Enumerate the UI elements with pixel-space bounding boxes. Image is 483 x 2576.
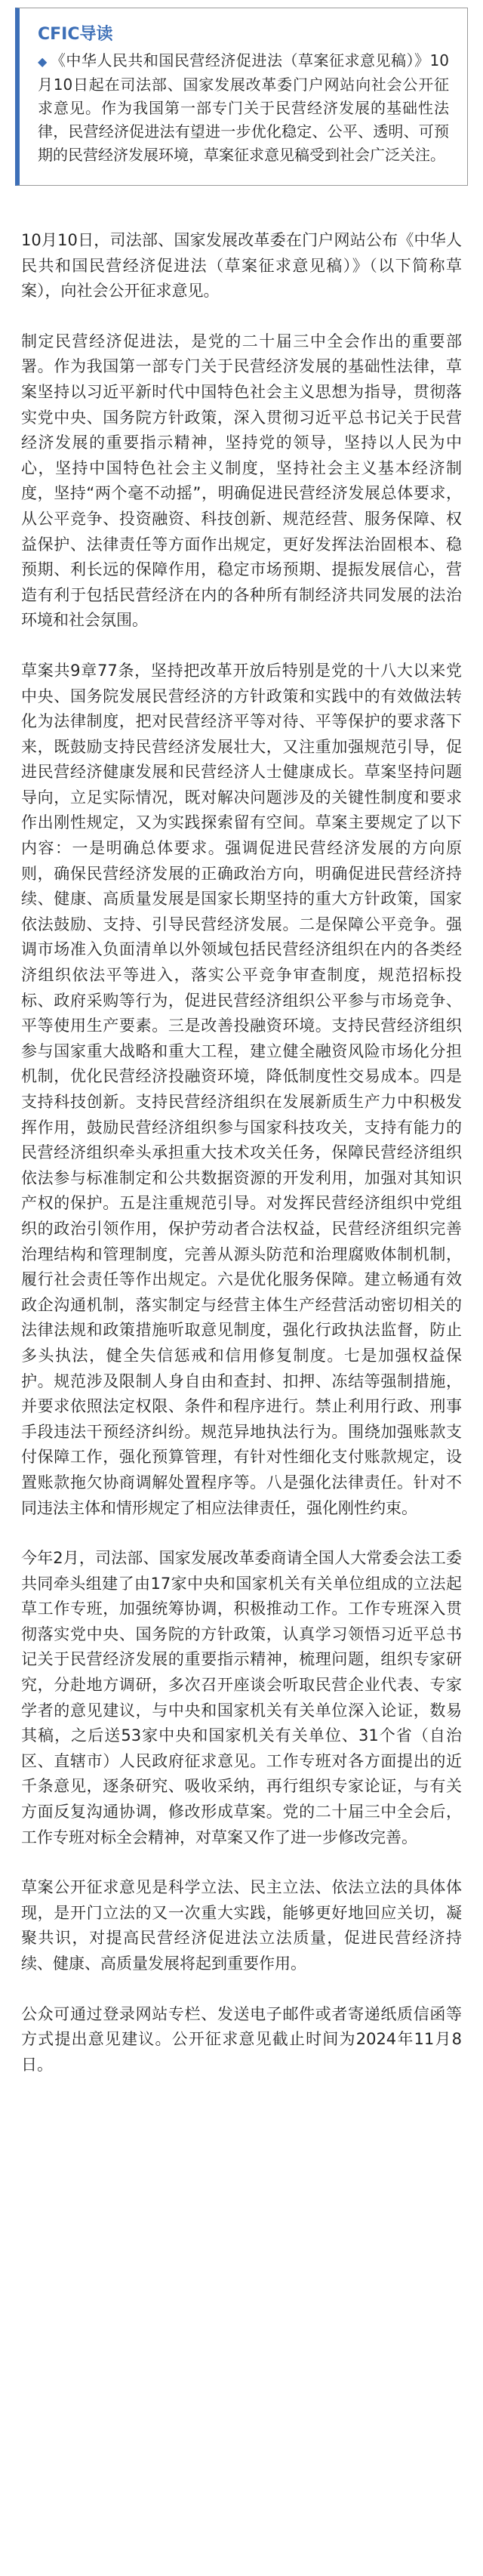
paragraph: 10月10日，司法部、国家发展改革委在门户网站公布《中华人民共和国民营经济促进法（草案征求意见稿）》（以下简称草案），向社会公开征求意见。: [21, 231, 462, 301]
paragraph: 草案共9章77条，坚持把改革开放后特别是党的十八大以来党中央、国务院发展民营经济的方针政策和实践中的有效做法转化为法律制度，把对民营经济平等对待、平等保护的要求落下来，既鼓励支持民营经济发展壮大，又注重加强规范引导，促进民营经济健康发展和民营经济人士健康成长。草案坚持问题导向，立足实际情况，既对解决问题涉及的关键性制度和要求作出刚性规定，又为实践探索留有空间。草案主要规定了以下内容：一是明确总体要求。强调促进民营经济发展的方向原则，确保民营经济发展的正确政治方向，明确促进民营经济持续、健康、高质量发展是国家长期坚持的重大方针政策，国家依法鼓励、支持、引导民营经济发展。二是保障公平竞争。强调市场准入负面清单以外领域包括民营经济组织在内的各类经济组织依法平等进入，落实公平竞争审查制度，规范招标投标、政府采购等行为，促进民营经济组织公平参与市场竞争、平等使用生产要素。三是改善投融资环境。支持民营经济组织参与国家重大战略和重大工程，建立健全融资风险市场化分担机制，优化民营经济投融资环境，降低制度性交易成本。四是支持科技创新。支持民营经济组织在发展新质生产力中积极发挥作用，鼓励民营经济组织参与国家科技攻关，支持有能力的民营经济组织牵头承担重大技术攻关任务，保障民营经济组织依法参与标准制定和公共数据资源的开发利用，加强对其知识产权的保护。五是注重规范引导。对发挥民营经济组织中党组织的政治引领作用，保护劳动者合法权益，民营经济组织完善治理结构和管理制度，完善从源头防范和治理腐败体制机制，履行社会责任等作出规定。六是优化服务保障。建立畅通有效政企沟通机制，落实制定与经营主体生产经营活动密切相关的法律法规和政策措施听取意见制度，强化行政执法监督，防止多头执法，健全失信惩戒和信用修复制度。七是加强权益保护。规范涉及限制人身自由和查封、扣押、冻结等强制措施，并要求依照法定权限、条件和程序进行。禁止利用行政、刑事手段违法干预经济纠纷。规范异地执法行为。围绕加强账款支付保障工作，强化预算管理，有针对性细化支付账款规定，设置账款拖欠协商调解处置程序等。八是强化法律责任。针对不同违法主体和情形规定了相应法律责任，强化刚性约束。: [21, 661, 462, 1517]
guide-text: [38, 49, 449, 167]
paragraph: 草案公开征求意见是科学立法、民主立法、依法立法的具体体现，是开门立法的又一次重大实践，能够更好地回应关切，凝聚共识，对提高民营经济促进法立法质量，促进民营经济持续、健康、高质量发展将起到重要作用。: [21, 1878, 462, 1973]
diamond-bullet-icon: ◆: [38, 54, 48, 69]
paragraph: 公众可通过登录网站专栏、发送电子邮件或者寄递纸质信函等方式提出意见建议。公开征求意见截止时间为2024年11月8日。: [21, 2004, 462, 2074]
guide-box: [15, 8, 468, 186]
guide-title: CFIC导读: [38, 25, 113, 44]
paragraph: 今年2月，司法部、国家发展改革委商请全国人大常委会法工委共同牵头组建了由17家中央和国家机关有关单位组成的立法起草工作专班，加强统筹协调，积极推动工作。工作专班深入贯彻落实党中央、国务院的方针政策，认真学习领悟习近平总书记关于民营经济发展的重要指示精神，梳理问题，组织专家研究，分赴地方调研，多次召开座谈会听取民营企业代表、专家学者的意见建议，与中央和国家机关有关单位深入论证，数易其稿，之后送53家中央和国家机关有关单位、31个省（自治区、直辖市）人民政府征求意见。工作专班对各方面提出的近千条意见，逐条研究、吸收采纳，再行组织专家论证，与有关方面反复沟通协调，修改形成草案。党的二十届三中全会后，工作专班对标全会精神，对草案又作了进一步修改完善。: [21, 1549, 462, 1846]
guide-body: 《中华人民共和国民营经济促进法（草案征求意见稿）》10月10日起在司法部、国家发展改革委门户网站向社会公开征求意见。作为我国第一部专门关于民营经济发展的基础性法律，民营经济促进法有望进一步优化稳定、公平、透明、可预期的民营经济发展环境，草案征求意见稿受到社会广泛关注。: [38, 51, 450, 164]
paragraph: 制定民营经济促进法，是党的二十届三中全会作出的重要部署。作为我国第一部专门关于民营经济发展的基础性法律，草案坚持以习近平新时代中国特色社会主义思想为指导，贯彻落实党中央、国务院方针政策，深入贯彻习近平总书记关于民营经济发展的重要指示精神，坚持党的领导，坚持以人民为中心，坚持中国特色社会主义制度，坚持社会主义基本经济制度，坚持“两个毫不动摇”，明确促进民营经济发展总体要求，从公平竞争、投资融资、科技创新、规范经营、服务保障、权益保护、法律责任等方面作出规定，更好发挥法治固根本、稳预期、利长远的保障作用，稳定市场预期、提振发展信心，营造有利于包括民营经济在内的各种所有制经济共同发展的法治环境和社会氛围。: [21, 332, 462, 630]
article-body: [15, 186, 468, 2078]
